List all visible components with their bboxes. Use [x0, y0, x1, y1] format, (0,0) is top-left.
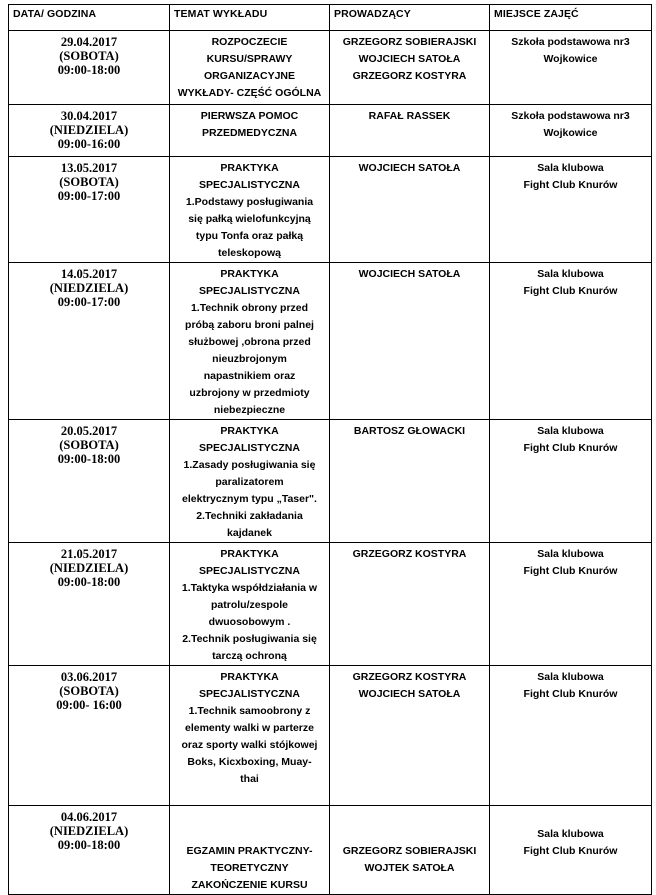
topic-line: SPECJALISTYCZNA: [199, 179, 300, 191]
place-cell: [490, 666, 652, 806]
topic-line: dwuosobowym .: [208, 616, 291, 628]
date-time: 09:00-16:00: [57, 137, 121, 151]
place-cell: [490, 263, 652, 420]
date-day: (NIEDZIELA): [49, 281, 129, 295]
topic-line: kajdanek: [227, 527, 272, 539]
topic-line: teleskopową: [217, 247, 282, 259]
place-line: Sala klubowa: [537, 828, 604, 840]
topic-line: thai: [240, 773, 259, 785]
date-day: (SOBOTA): [59, 49, 119, 63]
topic-line: PRAKTYKA: [220, 162, 279, 174]
place-line: Fight Club Knurów: [523, 285, 618, 297]
date-cell: [9, 157, 170, 263]
topic-line: elementy walki w parterze: [185, 722, 314, 734]
lecturer-cell: [330, 31, 490, 105]
lecturer-name: WOJCIECH SATOŁA: [358, 268, 461, 280]
topic-line: typu Tonfa oraz pałką: [195, 230, 304, 242]
date-date: 21.05.2017: [60, 547, 118, 561]
date-date: 14.05.2017: [60, 267, 118, 281]
date-time: 09:00-17:00: [57, 189, 121, 203]
date-time: 09:00-18:00: [57, 63, 121, 77]
place-line: Sala klubowa: [537, 268, 604, 280]
date-time: 09:00-18:00: [57, 838, 121, 852]
topic-line: tarczą ochroną: [212, 650, 287, 662]
date-time: 09:00-18:00: [57, 575, 121, 589]
topic-line: patrolu/zespole: [210, 599, 288, 611]
place-line: Wojkowice: [543, 53, 598, 65]
topic-line: elektrycznym typu „Taser".: [182, 493, 317, 505]
table-row: [9, 666, 652, 806]
header-place: MIEJSCE ZAJĘĆ: [490, 5, 652, 31]
lecturer-name: GRZEGORZ KOSTYRA: [352, 70, 467, 82]
topic-line: PIERWSZA POMOC: [200, 110, 299, 122]
table-row: [9, 105, 652, 157]
place-cell: [490, 31, 652, 105]
topic-line: niebezpieczne: [213, 404, 286, 416]
header-row: [9, 5, 652, 31]
date-cell: [9, 543, 170, 666]
place-line: Fight Club Knurów: [523, 442, 618, 454]
topic-line: 2.Techniki zakładania: [196, 510, 303, 522]
lecturer-cell: [330, 105, 490, 157]
topic-cell: [170, 157, 330, 263]
date-date: 13.05.2017: [60, 161, 118, 175]
lecturer-name: RAFAŁ RASSEK: [368, 110, 451, 122]
topic-line: napastnikiem oraz: [203, 370, 296, 382]
table-row: [9, 31, 652, 105]
date-day: (SOBOTA): [59, 684, 119, 698]
date-date: 03.06.2017: [60, 670, 118, 684]
date-date: 04.06.2017: [60, 810, 118, 824]
place-line: Fight Club Knurów: [523, 565, 618, 577]
header-date: DATA/ GODZINA: [9, 5, 170, 31]
lecturer-name: BARTOSZ GŁOWACKI: [353, 425, 466, 437]
lecturer-name: GRZEGORZ KOSTYRA: [352, 671, 467, 683]
lecturer-cell: [330, 666, 490, 806]
table-row: [9, 157, 652, 263]
date-cell: [9, 105, 170, 157]
date-cell: [9, 806, 170, 895]
date-day: (NIEDZIELA): [49, 824, 129, 838]
topic-line: 1.Podstawy posługiwania: [185, 196, 314, 208]
topic-line: paralizatorem: [215, 476, 284, 488]
date-day: (NIEDZIELA): [49, 123, 129, 137]
topic-line: SPECJALISTYCZNA: [199, 688, 300, 700]
topic-line: ROZPOCZECIE: [211, 36, 288, 48]
place-line: Fight Club Knurów: [523, 688, 618, 700]
place-line: Szkoła podstawowa nr3: [511, 110, 630, 122]
lecturer-name: WOJCIECH SATOŁA: [358, 53, 461, 65]
topic-line: PRAKTYKA: [220, 671, 279, 683]
topic-cell: [170, 543, 330, 666]
lecturer-cell: [330, 420, 490, 543]
date-date: 20.05.2017: [60, 424, 118, 438]
lecturer-cell: [330, 157, 490, 263]
date-time: 09:00-18:00: [57, 452, 121, 466]
topic-line: 1.Technik samoobrony z: [188, 705, 311, 717]
lecturer-cell: [330, 263, 490, 420]
topic-line: nieuzbrojonym: [212, 353, 287, 365]
topic-line: SPECJALISTYCZNA: [199, 565, 300, 577]
topic-line: uzbrojony w przedmioty: [189, 387, 310, 399]
table-row: [9, 420, 652, 543]
date-date: 29.04.2017: [60, 35, 118, 49]
table-row: [9, 543, 652, 666]
date-cell: [9, 31, 170, 105]
place-line: Sala klubowa: [537, 548, 604, 560]
topic-line: KURSU/SPRAWY: [206, 53, 293, 65]
place-line: Fight Club Knurów: [523, 179, 618, 191]
place-cell: [490, 806, 652, 895]
lecturer-name: GRZEGORZ KOSTYRA: [352, 548, 467, 560]
date-time: 09:00-17:00: [57, 295, 121, 309]
topic-line: 1.Taktyka współdziałania w: [181, 582, 318, 594]
topic-line: SPECJALISTYCZNA: [199, 442, 300, 454]
lecturer-name: GRZEGORZ SOBIERAJSKI: [342, 36, 477, 48]
topic-line: PRAKTYKA: [220, 268, 279, 280]
schedule-table: [8, 4, 652, 895]
topic-line: służbowej ,obrona przed: [188, 336, 311, 348]
date-cell: [9, 420, 170, 543]
topic-cell: [170, 105, 330, 157]
topic-line: 2.Technik posługiwania się: [182, 633, 317, 645]
place-cell: [490, 543, 652, 666]
lecturer-name: GRZEGORZ SOBIERAJSKI: [342, 845, 477, 857]
lecturer-name: WOJCIECH SATOŁA: [358, 162, 461, 174]
topic-line: ZAKOŃCZENIE KURSU: [191, 879, 308, 891]
topic-line: WYKŁADY- CZĘŚĆ OGÓLNA: [177, 87, 322, 99]
topic-cell: [170, 31, 330, 105]
place-cell: [490, 420, 652, 543]
table-row: [9, 263, 652, 420]
topic-line: próbą zaboru broni palnej: [185, 319, 314, 331]
topic-cell: [170, 666, 330, 806]
topic-cell: [170, 806, 330, 895]
date-cell: [9, 666, 170, 806]
date-day: (NIEDZIELA): [49, 561, 129, 575]
topic-line: Boks, Kicxboxing, Muay-: [187, 756, 312, 768]
topic-cell: [170, 420, 330, 543]
place-cell: [490, 105, 652, 157]
topic-line: PRAKTYKA: [220, 425, 279, 437]
topic-line: się pałką wielofunkcyjną: [188, 213, 311, 225]
date-time: 09:00- 16:00: [56, 698, 122, 712]
place-line: Sala klubowa: [537, 162, 604, 174]
topic-line: PRAKTYKA: [220, 548, 279, 560]
date-cell: [9, 263, 170, 420]
date-day: (SOBOTA): [59, 438, 119, 452]
date-date: 30.04.2017: [60, 109, 118, 123]
topic-line: EGZAMIN PRAKTYCZNY-: [186, 845, 313, 857]
topic-line: oraz sporty walki stójkowej: [181, 739, 318, 751]
place-line: Wojkowice: [543, 127, 598, 139]
header-lecturer: PROWADZĄCY: [330, 5, 490, 31]
topic-line: 1.Zasady posługiwania się: [183, 459, 316, 471]
topic-line: ORGANIZACYJNE: [203, 70, 295, 82]
place-line: Sala klubowa: [537, 671, 604, 683]
date-day: (SOBOTA): [59, 175, 119, 189]
topic-line: TEORETYCZNY: [210, 862, 289, 874]
place-line: Fight Club Knurów: [523, 845, 618, 857]
topic-cell: [170, 263, 330, 420]
lecturer-cell: [330, 543, 490, 666]
place-line: Sala klubowa: [537, 425, 604, 437]
lecturer-name: WOJCIECH SATOŁA: [358, 688, 461, 700]
table-row: [9, 806, 652, 895]
topic-line: SPECJALISTYCZNA: [199, 285, 300, 297]
lecturer-cell: [330, 806, 490, 895]
place-cell: [490, 157, 652, 263]
topic-line: 1.Technik obrony przed: [190, 302, 309, 314]
header-topic: TEMAT WYKŁADU: [170, 5, 330, 31]
lecturer-name: WOJTEK SATOŁA: [364, 862, 455, 874]
place-line: Szkoła podstawowa nr3: [511, 36, 630, 48]
topic-line: PRZEDMEDYCZNA: [201, 127, 298, 139]
schedule-page: [8, 4, 651, 895]
